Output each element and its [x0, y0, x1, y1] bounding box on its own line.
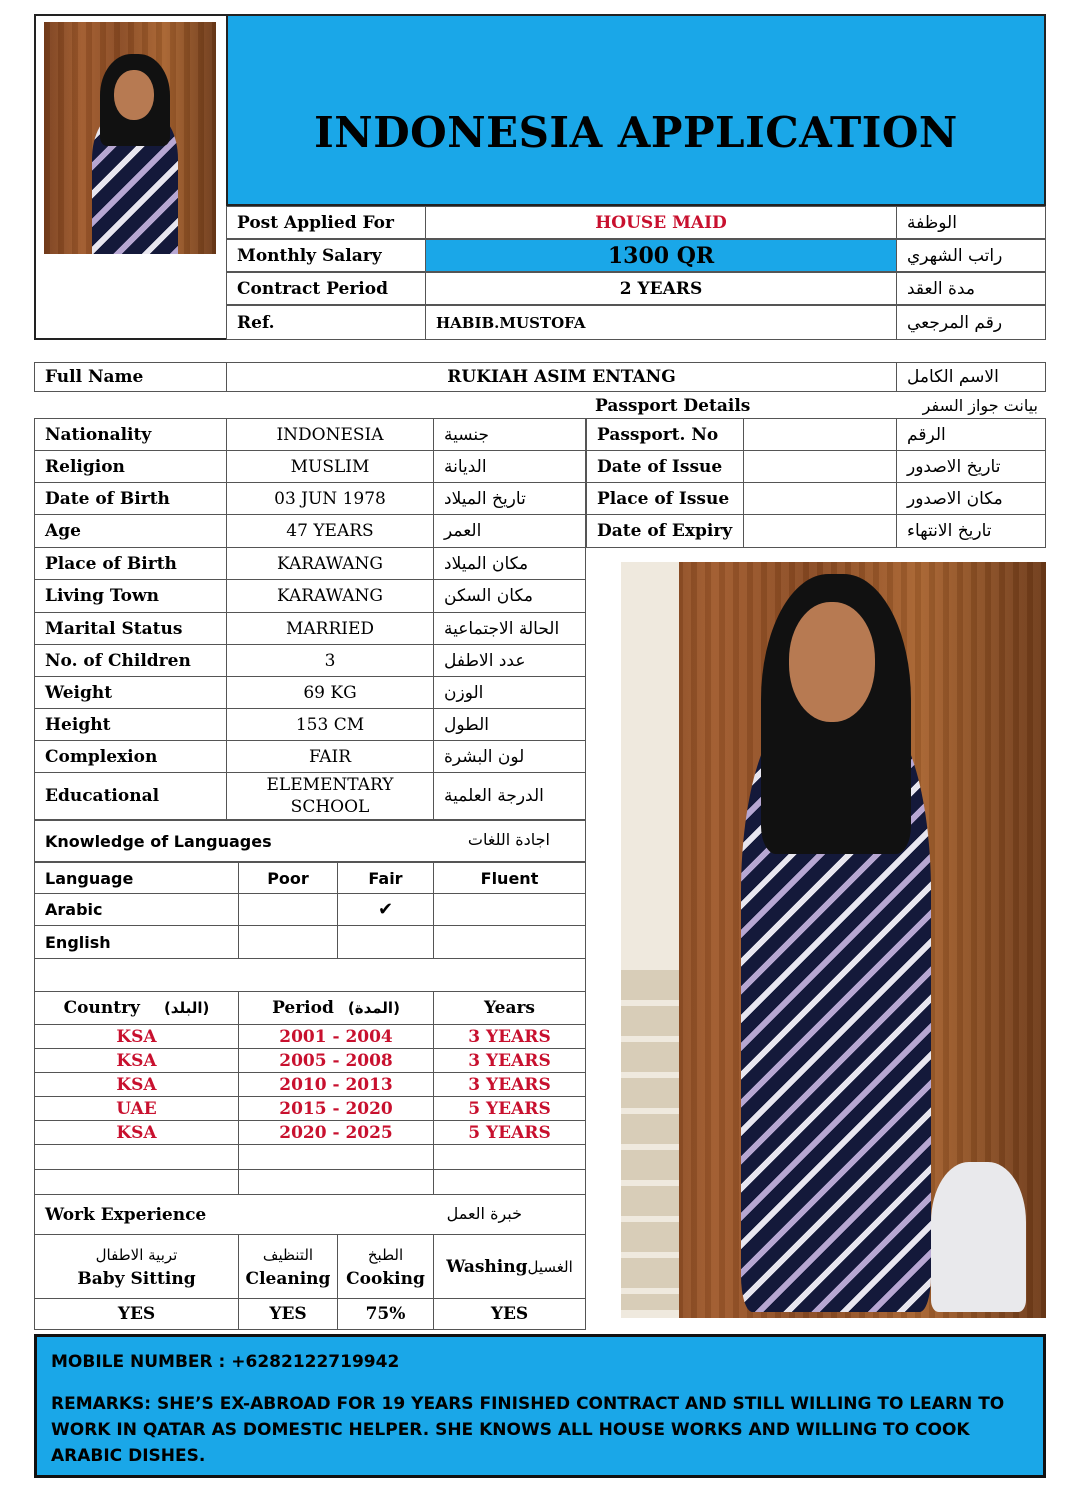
exp-empty-cell	[34, 1144, 239, 1170]
issue-date-label: Date of Issue	[586, 450, 744, 483]
complexion-value: FAIR	[226, 740, 434, 773]
lang-header-fluent: Fluent	[433, 862, 586, 894]
post-applied-value: HOUSE MAID	[425, 206, 897, 239]
exp-row-period: 2015 - 2020	[238, 1096, 434, 1121]
ref-arabic: رقم المرجعي	[896, 305, 1046, 340]
complexion-label: Complexion	[34, 740, 227, 773]
weight-label: Weight	[34, 676, 227, 709]
exp-row-years: 3 YEARS	[433, 1024, 586, 1049]
age-label: Age	[34, 514, 227, 548]
passport-details-arabic: بيانت جواز السفر	[922, 396, 1038, 415]
passport-no-arabic: الرقم	[896, 418, 1046, 451]
skill-cleaning	[238, 1234, 338, 1299]
marital-status-arabic: الحالة الاجتماعية	[433, 612, 586, 645]
exp-header-period-ar: (المدة)	[347, 999, 400, 1017]
skill-washing-ar: الغسيل	[527, 1257, 573, 1276]
skill-cleaning-en: Cleaning	[245, 1268, 331, 1289]
living-town-value: KARAWANG	[226, 579, 434, 613]
marital-status-value: MARRIED	[226, 612, 434, 645]
contract-label: Contract Period	[226, 272, 426, 305]
weight-arabic: الوزن	[433, 676, 586, 709]
education-value	[226, 772, 434, 820]
height-label: Height	[34, 708, 227, 741]
living-town-label: Living Town	[34, 579, 227, 613]
exp-header-country	[34, 991, 239, 1025]
dob-arabic: تاريخ الميلاد	[433, 482, 586, 515]
salary-value: 1300 QR	[425, 239, 897, 272]
issue-place-value	[743, 482, 897, 515]
issue-place-arabic: مكان الاصدور	[896, 482, 1046, 515]
exp-row-period: 2001 - 2004	[238, 1024, 434, 1049]
exp-header-country-ar: (البلد)	[163, 999, 210, 1017]
skill-baby-sitting-ar: تربية الاطفال	[95, 1245, 178, 1264]
dob-label: Date of Birth	[34, 482, 227, 515]
exp-empty-cell	[433, 1169, 586, 1195]
exp-row-country: KSA	[34, 1120, 239, 1145]
lang-header-fair: Fair	[337, 862, 434, 894]
lang-header-poor: Poor	[238, 862, 338, 894]
exp-empty-cell	[433, 1144, 586, 1170]
expiry-date-value	[743, 514, 897, 548]
age-arabic: العمر	[433, 514, 586, 548]
religion-arabic: الديانة	[433, 450, 586, 483]
post-applied-arabic: الوظفة	[896, 206, 1046, 239]
religion-label: Religion	[34, 450, 227, 483]
education-value-line1: ELEMENTARY	[266, 775, 394, 795]
full-name-label: Full Name	[34, 362, 227, 392]
living-town-arabic: مكان السكن	[433, 579, 586, 613]
passport-no-label: Passport. No	[586, 418, 744, 451]
skill-cleaning-ar: التنظيف	[262, 1245, 314, 1264]
skill-cooking-ar: الطبخ	[367, 1245, 404, 1264]
contract-arabic: مدة العقد	[896, 272, 1046, 305]
applicant-photo-large	[621, 562, 1046, 1318]
skill-washing-value: YES	[433, 1298, 586, 1330]
remarks-text: REMARKS: SHE’S EX-ABROAD FOR 19 YEARS FINISHED CONTRACT AND STILL WILLING TO LEARN TO WORK IN QATAR AS DOMESTIC HELPER. SHE KNOWS ALL HOUSE WORKS AND WILLING TO COOK ARABIC DISHES.	[51, 1394, 1005, 1466]
lang-english-fair	[337, 925, 434, 959]
skill-washing	[433, 1234, 586, 1299]
full-name-value: RUKIAH ASIM ENTANG	[226, 362, 897, 392]
skill-cooking	[337, 1234, 434, 1299]
children-value: 3	[226, 644, 434, 677]
languages-title: Knowledge of Languages	[45, 831, 272, 851]
exp-empty-cell	[238, 1169, 434, 1195]
exp-empty-cell	[238, 1144, 434, 1170]
lang-header-language: Language	[34, 862, 239, 894]
place-of-birth-arabic: مكان الميلاد	[433, 547, 586, 580]
nationality-arabic: جنسية	[433, 418, 586, 451]
place-of-birth-label: Place of Birth	[34, 547, 227, 580]
weight-value: 69 KG	[226, 676, 434, 709]
contract-value: 2 YEARS	[425, 272, 897, 305]
issue-date-value	[743, 450, 897, 483]
exp-row-period: 2020 - 2025	[238, 1120, 434, 1145]
applicant-photo-small	[44, 22, 216, 254]
work-experience-title: Work Experience	[45, 1204, 207, 1225]
exp-row-years: 5 YEARS	[433, 1120, 586, 1145]
religion-value: MUSLIM	[226, 450, 434, 483]
full-name-arabic: الاسم الكامل	[896, 362, 1046, 392]
header-banner	[226, 14, 1046, 206]
exp-row-country: UAE	[34, 1096, 239, 1121]
lang-arabic-fair: ✔	[337, 893, 434, 926]
education-label: Educational	[34, 772, 227, 820]
skill-baby-sitting	[34, 1234, 239, 1299]
exp-row-country: KSA	[34, 1024, 239, 1049]
issue-place-label: Place of Issue	[586, 482, 744, 515]
lang-arabic-fluent	[433, 893, 586, 926]
lang-row-arabic: Arabic	[34, 893, 239, 926]
nationality-label: Nationality	[34, 418, 227, 451]
exp-header-years: Years	[433, 991, 586, 1025]
children-label: No. of Children	[34, 644, 227, 677]
age-value: 47 YEARS	[226, 514, 434, 548]
exp-row-country: KSA	[34, 1072, 239, 1097]
lang-row-english: English	[34, 925, 239, 959]
complexion-arabic: لون البشرة	[433, 740, 586, 773]
exp-row-period: 2010 - 2013	[238, 1072, 434, 1097]
exp-row-years: 5 YEARS	[433, 1096, 586, 1121]
exp-row-country: KSA	[34, 1048, 239, 1073]
children-arabic: عدد الاطفل	[433, 644, 586, 677]
ref-value: HABIB.MUSTOFA	[425, 305, 897, 340]
place-of-birth-value: KARAWANG	[226, 547, 434, 580]
education-arabic: الدرجة العلمية	[433, 772, 586, 820]
salary-arabic: راتب الشهري	[896, 239, 1046, 272]
skill-cleaning-value: YES	[238, 1298, 338, 1330]
lang-english-fluent	[433, 925, 586, 959]
skill-washing-en: Washing	[446, 1256, 528, 1277]
spacer-row	[34, 958, 586, 992]
exp-header-period-en: Period	[272, 998, 334, 1018]
post-applied-label: Post Applied For	[226, 206, 426, 239]
exp-row-period: 2005 - 2008	[238, 1048, 434, 1073]
mobile-number: MOBILE NUMBER : +6282122719942	[51, 1352, 400, 1372]
expiry-date-arabic: تاريخ الانتهاء	[896, 514, 1046, 548]
skill-baby-sitting-en: Baby Sitting	[77, 1268, 196, 1289]
height-arabic: الطول	[433, 708, 586, 741]
salary-label: Monthly Salary	[226, 239, 426, 272]
exp-empty-cell	[34, 1169, 239, 1195]
exp-row-years: 3 YEARS	[433, 1048, 586, 1073]
exp-header-period	[238, 991, 434, 1025]
expiry-date-label: Date of Expiry	[586, 514, 744, 548]
languages-title-arabic: اجادة اللغات	[467, 830, 550, 849]
passport-details-title: Passport Details	[595, 396, 751, 416]
exp-row-years: 3 YEARS	[433, 1072, 586, 1097]
ref-label: Ref.	[226, 305, 426, 340]
footer-remarks-box	[34, 1334, 1046, 1478]
height-value: 153 CM	[226, 708, 434, 741]
education-value-line2: SCHOOL	[290, 797, 370, 817]
issue-date-arabic: تاريخ الاصدور	[896, 450, 1046, 483]
skill-cooking-value: 75%	[337, 1298, 434, 1330]
exp-header-country-en: Country	[63, 998, 140, 1018]
passport-no-value	[743, 418, 897, 451]
dob-value: 03 JUN 1978	[226, 482, 434, 515]
skill-baby-sitting-value: YES	[34, 1298, 239, 1330]
nationality-value: INDONESIA	[226, 418, 434, 451]
page-title: INDONESIA APPLICATION	[314, 107, 958, 157]
lang-arabic-poor	[238, 893, 338, 926]
marital-status-label: Marital Status	[34, 612, 227, 645]
lang-english-poor	[238, 925, 338, 959]
skill-cooking-en: Cooking	[346, 1268, 425, 1289]
work-experience-title-arabic: خبرة العمل	[446, 1204, 522, 1223]
